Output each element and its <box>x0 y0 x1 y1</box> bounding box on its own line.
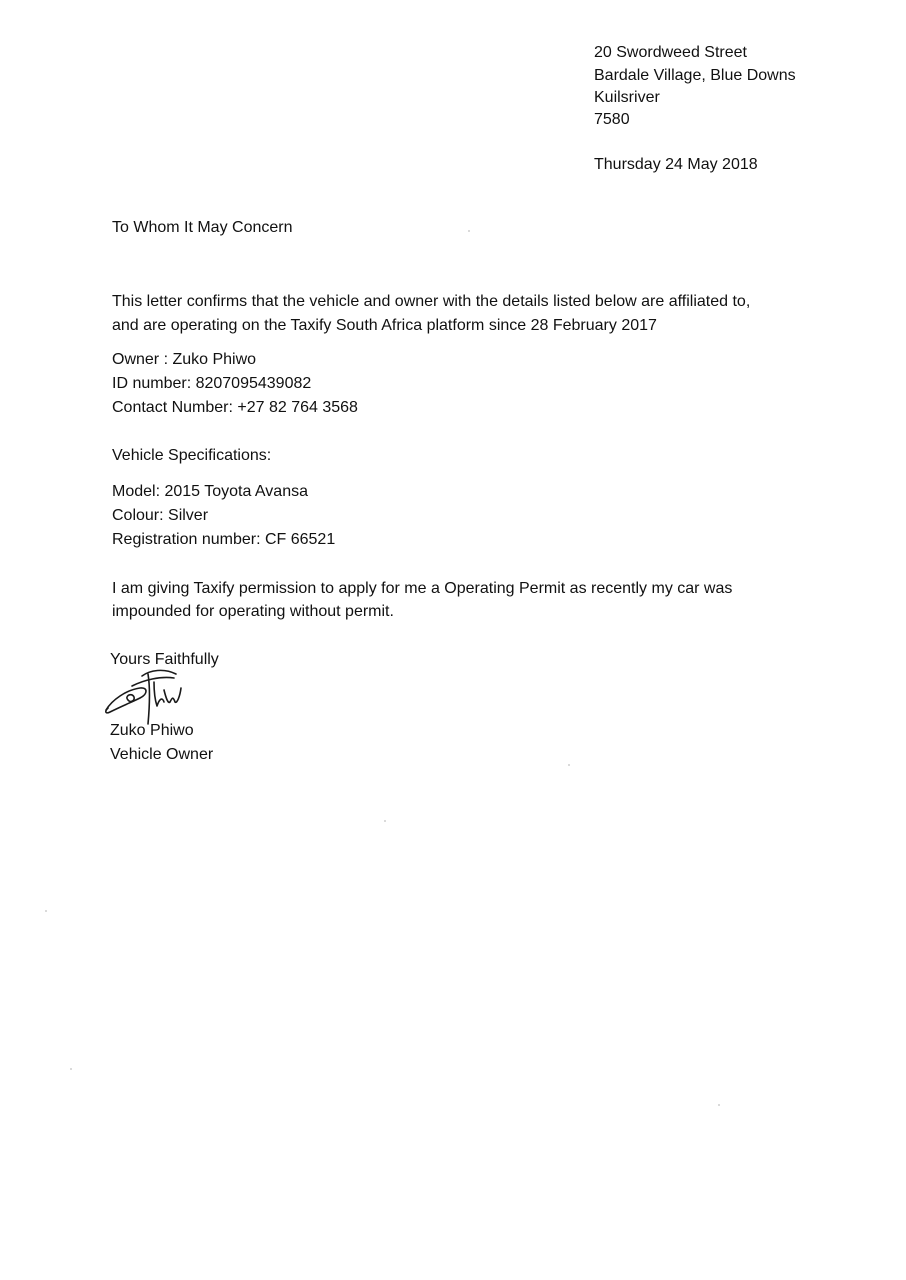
address-street: 20 Swordweed Street <box>594 44 747 61</box>
intro-line-1: This letter confirms that the vehicle and owner with the details listed below are affiliated to, <box>112 293 751 310</box>
address-postal-code: 7580 <box>594 111 630 128</box>
signer-title: Vehicle Owner <box>110 746 214 763</box>
closing: Yours Faithfully <box>110 651 219 668</box>
scan-speck <box>45 910 47 912</box>
salutation: To Whom It May Concern <box>112 219 293 236</box>
vehicle-heading: Vehicle Specifications: <box>112 447 272 464</box>
vehicle-registration: Registration number: CF 66521 <box>112 531 336 548</box>
scan-speck <box>468 230 470 232</box>
vehicle-colour: Colour: Silver <box>112 507 209 524</box>
scan-speck <box>70 1068 72 1070</box>
scan-speck <box>568 764 570 766</box>
owner-contact-number: Contact Number: +27 82 764 3568 <box>112 399 358 416</box>
scan-speck <box>718 1104 720 1106</box>
owner-id-number: ID number: 8207095439082 <box>112 375 312 392</box>
letter-date: Thursday 24 May 2018 <box>594 156 758 173</box>
signer-name: Zuko Phiwo <box>110 722 194 739</box>
permission-line-1: I am giving Taxify permission to apply for me a Operating Permit as recently my car was <box>112 580 733 597</box>
permission-line-2: impounded for operating without permit. <box>112 603 394 620</box>
handwritten-signature-icon <box>102 666 186 726</box>
vehicle-model: Model: 2015 Toyota Avansa <box>112 483 308 500</box>
scan-speck <box>384 820 386 822</box>
address-city: Kuilsriver <box>594 89 660 106</box>
address-suburb: Bardale Village, Blue Downs <box>594 67 796 84</box>
owner-name: Owner : Zuko Phiwo <box>112 351 257 368</box>
intro-line-2: and are operating on the Taxify South Africa platform since 28 February 2017 <box>112 317 657 334</box>
